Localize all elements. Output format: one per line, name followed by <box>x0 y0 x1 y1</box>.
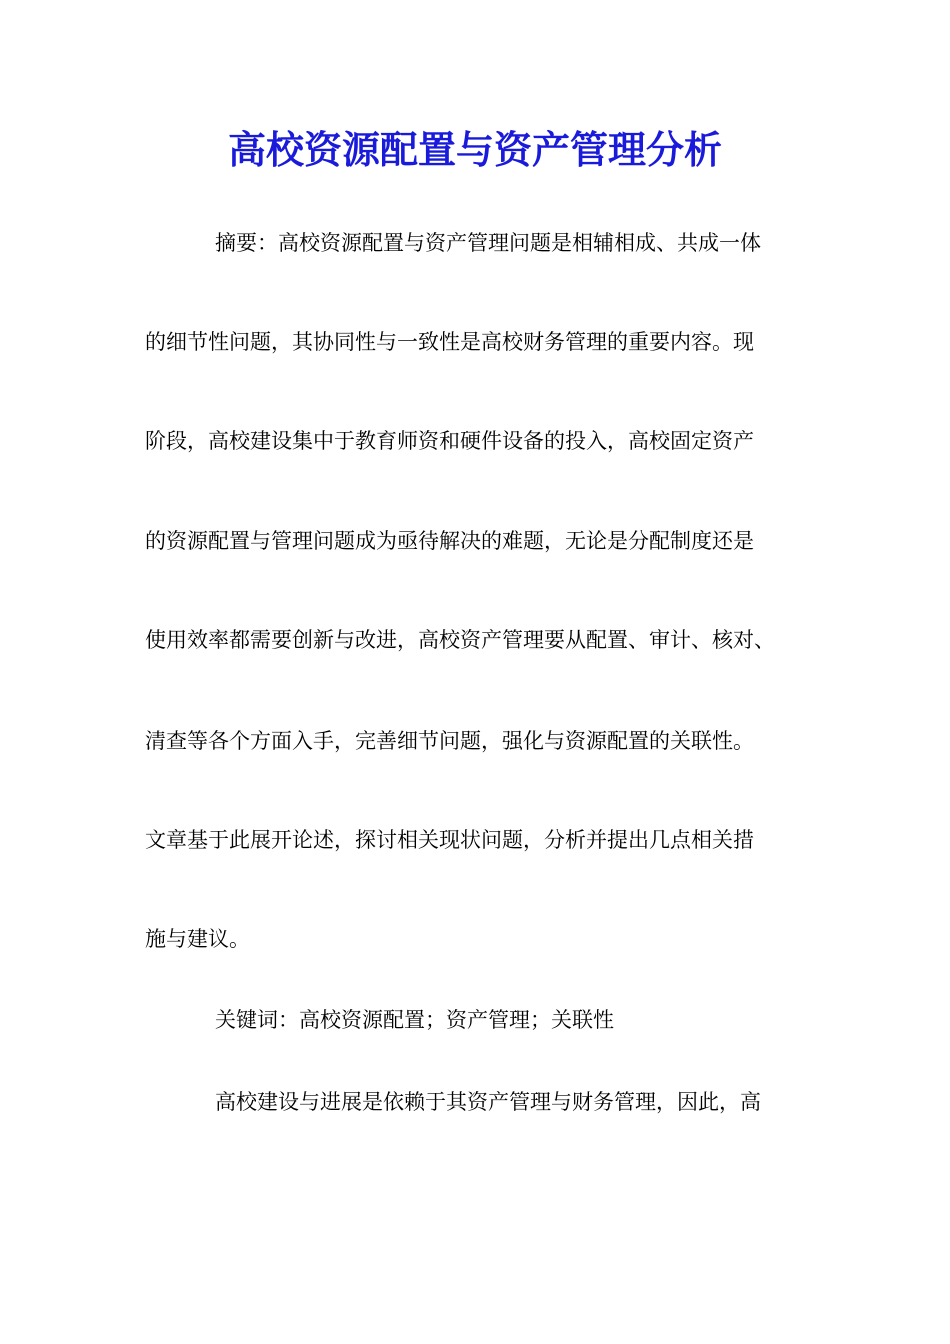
keywords-line: 关键词：高校资源配置；资产管理；关联性 <box>215 1008 614 1032</box>
abstract-line-3: 阶段，高校建设集中于教育师资和硬件设备的投入，高校固定资产 <box>145 429 754 453</box>
body-paragraph-line-1: 高校建设与进展是依赖于其资产管理与财务管理，因此，高 <box>215 1090 761 1114</box>
abstract-line-4: 的资源配置与管理问题成为亟待解决的难题，无论是分配制度还是 <box>145 529 754 553</box>
abstract-line-5: 使用效率都需要创新与改进，高校资产管理要从配置、审计、核对、 <box>145 628 775 652</box>
abstract-line-1: 摘要：高校资源配置与资产管理问题是相辅相成、共成一体 <box>215 231 761 255</box>
abstract-line-8: 施与建议。 <box>145 927 250 951</box>
document-title: 高校资源配置与资产管理分析 <box>227 127 722 172</box>
abstract-line-2: 的细节性问题，其协同性与一致性是高校财务管理的重要内容。现 <box>145 330 754 354</box>
abstract-line-6: 清查等各个方面入手，完善细节问题，强化与资源配置的关联性。 <box>145 729 754 753</box>
abstract-line-7: 文章基于此展开论述，探讨相关现状问题，分析并提出几点相关措 <box>145 828 754 852</box>
